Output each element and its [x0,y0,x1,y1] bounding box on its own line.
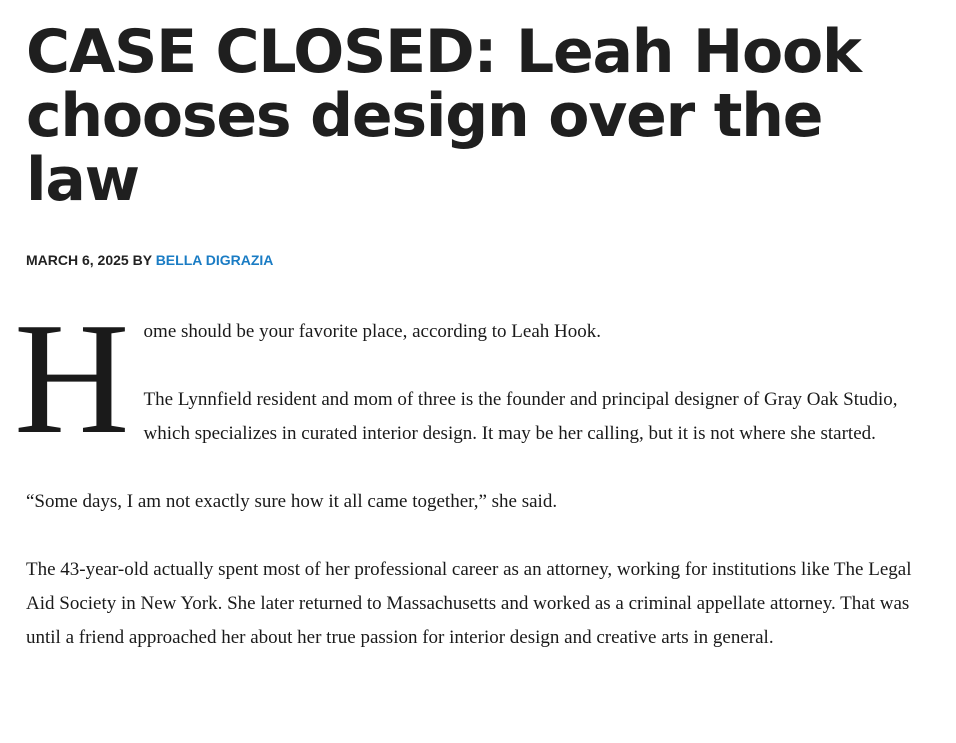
byline-date: MARCH 6, 2025 [26,252,129,268]
drop-cap: H [14,289,130,467]
byline [26,252,936,268]
article-body [14,289,936,655]
article [14,17,936,689]
paragraph-3: “Some days, I am not exactly sure how it all came together,” she said. [26,491,558,512]
article-headline: CASE CLOSED: Leah Hook chooses design over the law [26,17,861,215]
paragraph-4: The 43-year-old actually spent most of her professional career as an attorney, working for institutions like The Legal Aid Society in New York. She later returned to Massachusetts and worked as a criminal appellate attorney. That was until a friend approached her about her true passion for interior design and creative arts in general. [26,559,912,648]
paragraph-2: The Lynnfield resident and mom of three is the founder and principal designer of Gray Oak Studio, which specializes in curated interior design. It may be her calling, but it is not where she started. [143,389,898,444]
author-link[interactable]: BELLA DIGRAZIA [155,252,274,268]
byline-by: BY [132,252,152,268]
paragraph-1-text: ome should be your favorite place, according to Leah Hook. [143,321,601,342]
